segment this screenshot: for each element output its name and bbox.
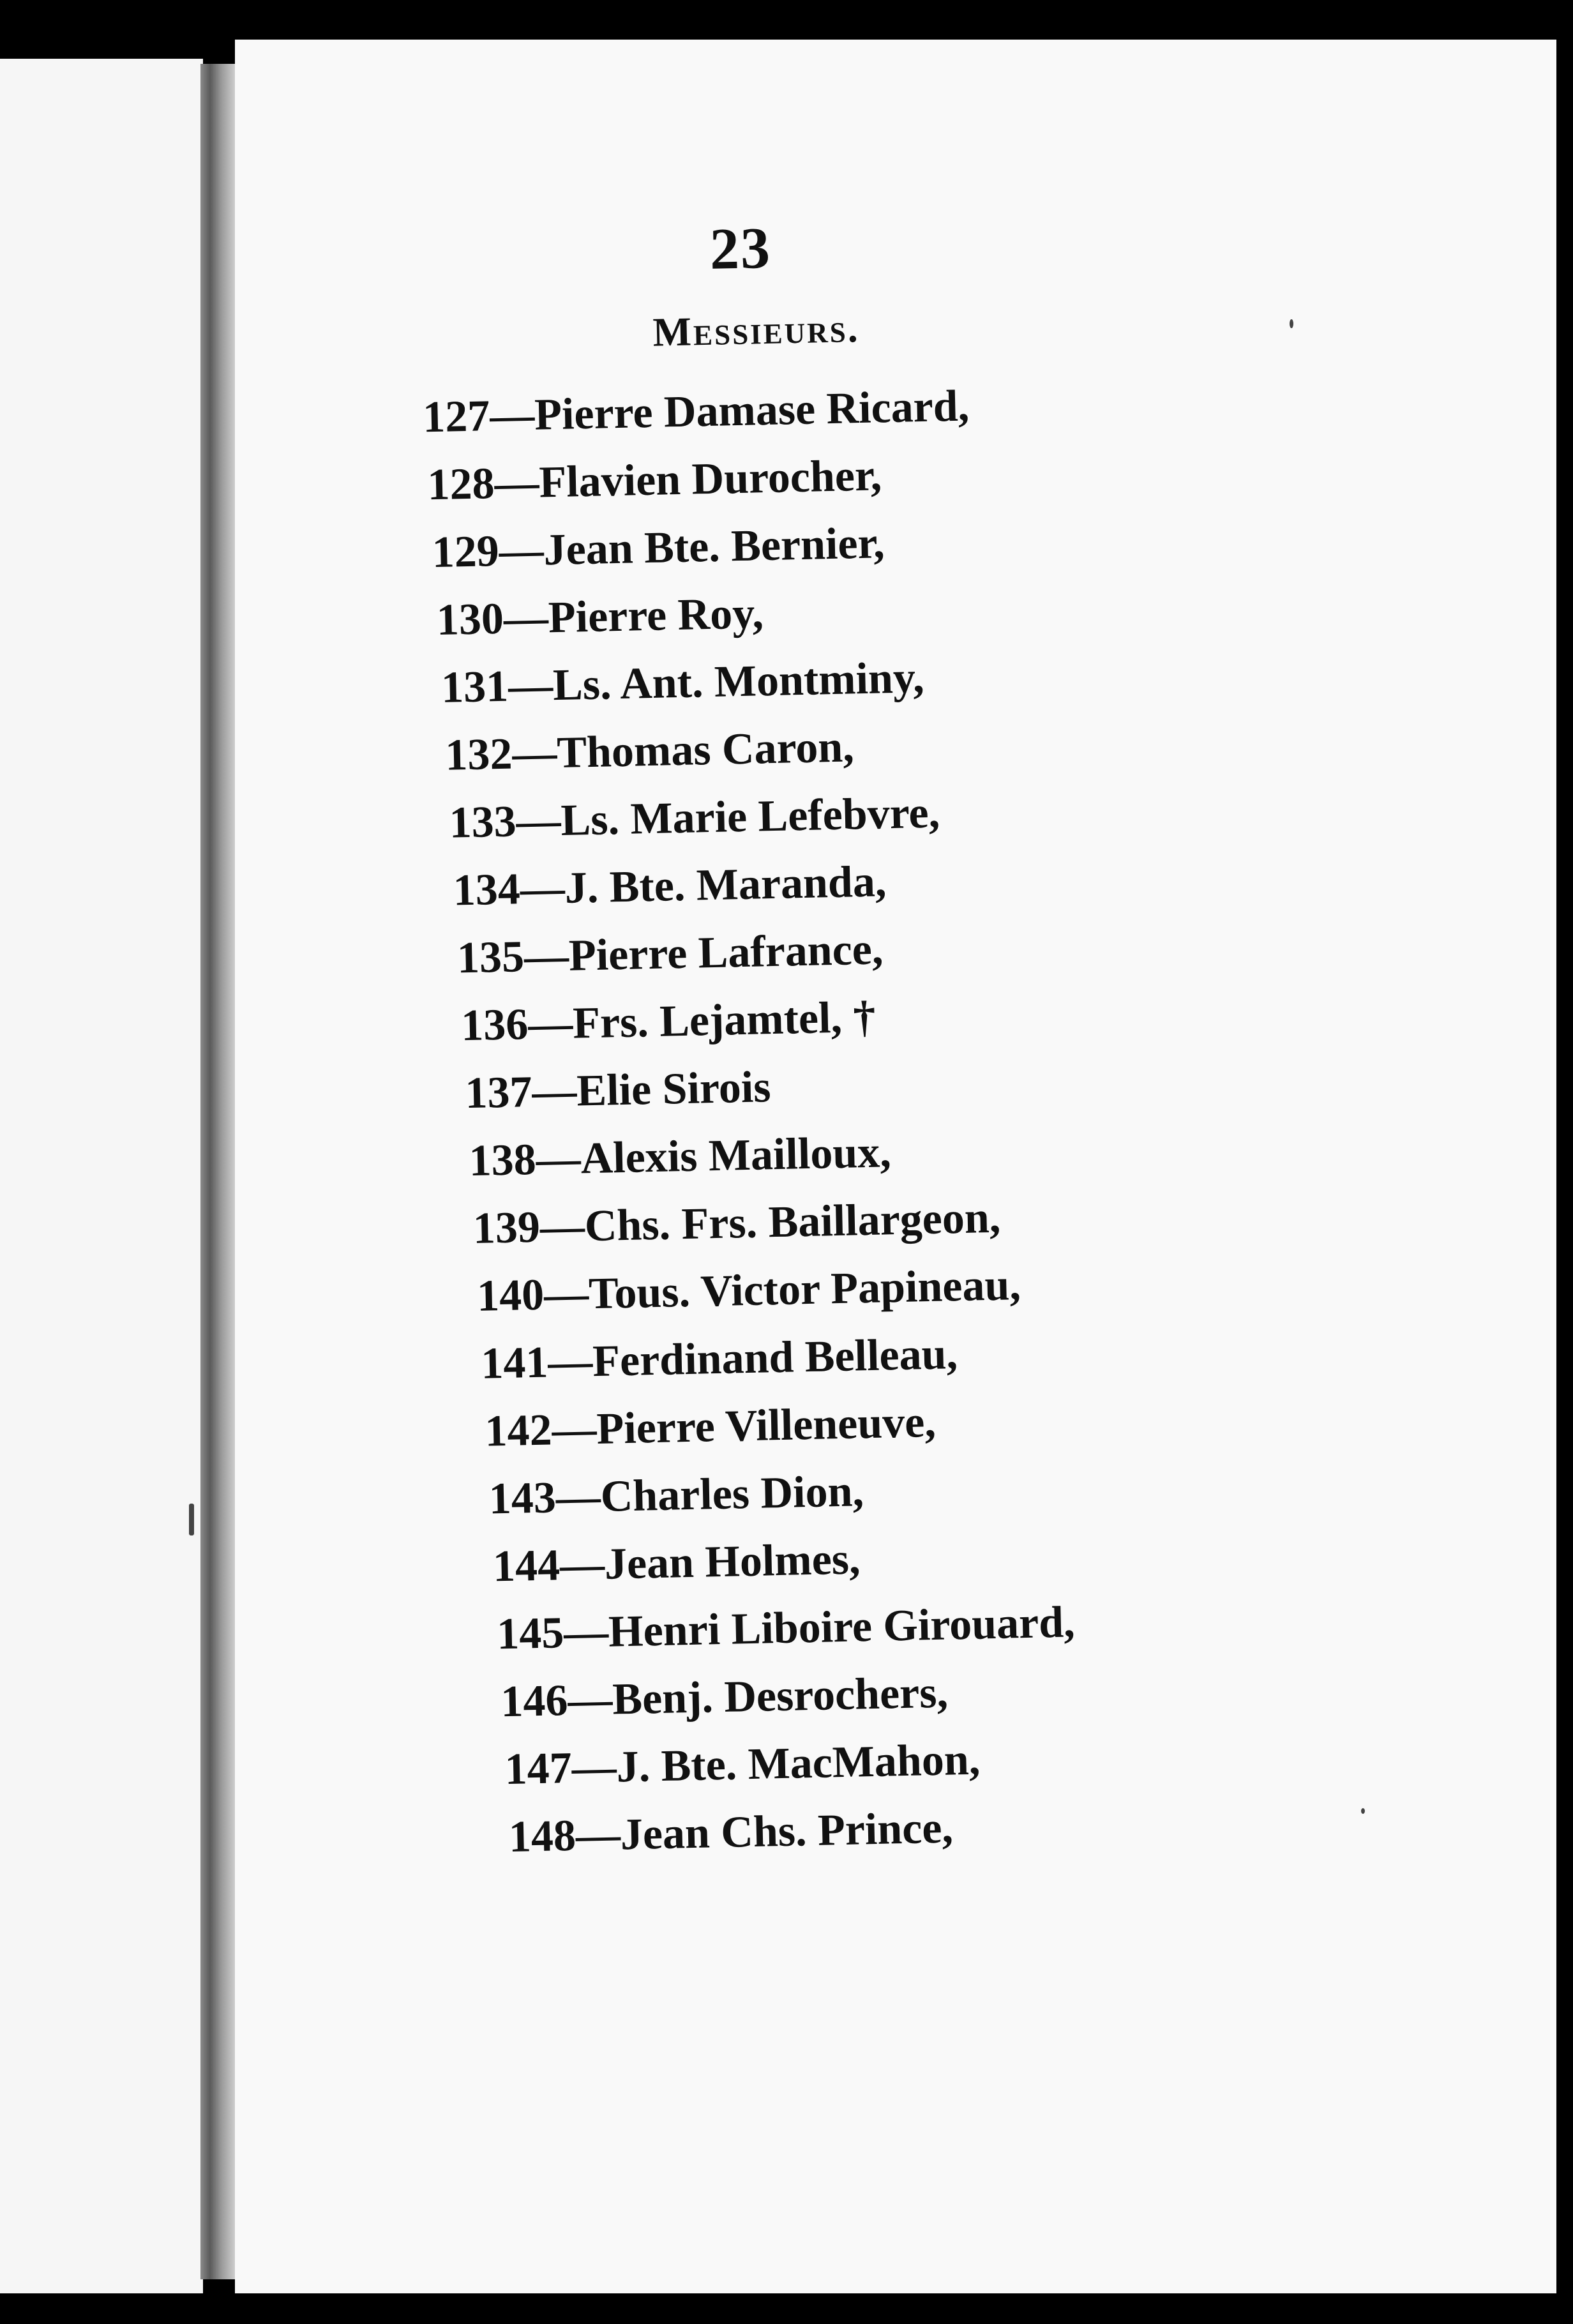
entry-dash: — bbox=[547, 1337, 594, 1387]
entry-dash: — bbox=[555, 1472, 601, 1523]
entry-name: Jean Chs. Prince, bbox=[620, 1803, 954, 1860]
entry-dash: — bbox=[575, 1810, 621, 1860]
page-heading: Messieurs. bbox=[652, 305, 861, 355]
list-item bbox=[446, 1521, 1074, 1602]
entry-number: 140 bbox=[476, 1270, 545, 1321]
entry-number: 130 bbox=[436, 594, 504, 645]
entry-dash: — bbox=[515, 796, 562, 847]
entry-dash: — bbox=[503, 593, 549, 644]
entry-name: Jean Bte. Bernier, bbox=[543, 518, 885, 575]
entry-name: Ferdinand Belleau, bbox=[592, 1329, 958, 1387]
entry-name: Charles Dion, bbox=[599, 1467, 864, 1521]
entry-number: 127 bbox=[422, 391, 491, 442]
entry-number: 129 bbox=[431, 526, 500, 578]
entry-number: 137 bbox=[464, 1067, 533, 1119]
list-item bbox=[440, 1250, 1069, 1331]
entry-number: 128 bbox=[426, 459, 495, 510]
entry-dash: — bbox=[498, 525, 545, 576]
list-item bbox=[433, 912, 1062, 993]
entry-dash: — bbox=[559, 1539, 605, 1590]
entry-name: Flavien Durocher, bbox=[538, 451, 882, 508]
entry-number: 134 bbox=[453, 864, 521, 916]
entry-name: Ls. Marie Lefebvre, bbox=[560, 788, 940, 845]
entry-name: Pierre Villeneuve, bbox=[596, 1397, 937, 1454]
list-item bbox=[436, 1048, 1064, 1129]
list-item bbox=[438, 1115, 1066, 1196]
list-item bbox=[422, 371, 1050, 452]
entry-name: Pierre Lafrance, bbox=[568, 924, 884, 981]
list-item bbox=[445, 1453, 1073, 1534]
entry-dash: — bbox=[508, 661, 553, 711]
entry-name: Benj. Desrochers, bbox=[612, 1668, 949, 1724]
entry-dash: — bbox=[563, 1607, 610, 1658]
entry-dash: — bbox=[493, 458, 540, 509]
entry-dash: — bbox=[539, 1202, 585, 1252]
list-item bbox=[428, 642, 1056, 723]
entry-number: 146 bbox=[500, 1676, 569, 1727]
entry-number: 144 bbox=[492, 1541, 561, 1592]
entry-name: Tous. Victor Papineau, bbox=[588, 1260, 1021, 1319]
entry-number: 135 bbox=[456, 932, 525, 983]
entry-dash: — bbox=[523, 931, 569, 982]
entry-dash: — bbox=[543, 1269, 589, 1320]
entry-name: Henri Liboire Girouard, bbox=[608, 1597, 1076, 1657]
list-item bbox=[435, 980, 1063, 1061]
entry-number: 133 bbox=[448, 797, 517, 848]
entry-number: 147 bbox=[504, 1743, 573, 1795]
entry-name: Elie Sirois bbox=[576, 1062, 772, 1116]
entry-number: 145 bbox=[496, 1608, 565, 1659]
entry-number: 143 bbox=[488, 1473, 557, 1524]
list-item bbox=[439, 1183, 1067, 1264]
entry-dash: — bbox=[519, 863, 566, 914]
list-item bbox=[449, 1656, 1077, 1737]
entry-number: 136 bbox=[460, 1000, 529, 1051]
entry-number: 148 bbox=[508, 1811, 576, 1862]
list-item bbox=[443, 1385, 1071, 1467]
entry-name: Thomas Caron, bbox=[556, 722, 855, 778]
entry-number: 131 bbox=[440, 661, 509, 713]
entry-number: 138 bbox=[468, 1135, 537, 1186]
entry-dash: — bbox=[571, 1742, 617, 1793]
entry-dash: — bbox=[527, 999, 574, 1050]
list-item bbox=[429, 709, 1057, 790]
entry-dash: — bbox=[511, 728, 558, 779]
entry-name: Frs. Lejamtel, † bbox=[572, 992, 877, 1048]
entry-name: Pierre Damase Ricard, bbox=[534, 381, 970, 440]
list-item bbox=[451, 1724, 1079, 1805]
entry-number: 139 bbox=[472, 1202, 541, 1253]
entry-name: Alexis Mailloux, bbox=[580, 1128, 892, 1184]
list-item bbox=[442, 1318, 1070, 1399]
entry-name: Ls. Ant. Montminy, bbox=[552, 653, 925, 711]
entry-name: Jean Holmes, bbox=[604, 1534, 861, 1589]
list-item bbox=[432, 845, 1060, 926]
entry-name: J. Bte. Maranda, bbox=[564, 857, 887, 913]
entry-dash: — bbox=[489, 390, 536, 441]
list-item bbox=[431, 777, 1059, 858]
entry-name: J. Bte. MacMahon, bbox=[615, 1735, 981, 1792]
entry-dash: — bbox=[531, 1066, 578, 1117]
entry-list bbox=[422, 371, 1080, 1873]
entry-number: 142 bbox=[484, 1405, 553, 1456]
entry-dash: — bbox=[535, 1134, 582, 1184]
entry-number: 132 bbox=[444, 729, 513, 780]
list-item bbox=[423, 439, 1051, 520]
entry-name: Chs. Frs. Baillargeon, bbox=[584, 1193, 1001, 1251]
list-item bbox=[448, 1588, 1076, 1670]
list-item bbox=[452, 1792, 1080, 1873]
entry-dash: — bbox=[551, 1404, 598, 1455]
list-item bbox=[425, 506, 1053, 587]
list-item bbox=[426, 574, 1055, 655]
entry-number: 141 bbox=[480, 1338, 549, 1389]
entry-dash: — bbox=[567, 1675, 613, 1726]
entry-name: Pierre Roy, bbox=[548, 589, 764, 643]
page-number: 23 bbox=[709, 215, 772, 282]
